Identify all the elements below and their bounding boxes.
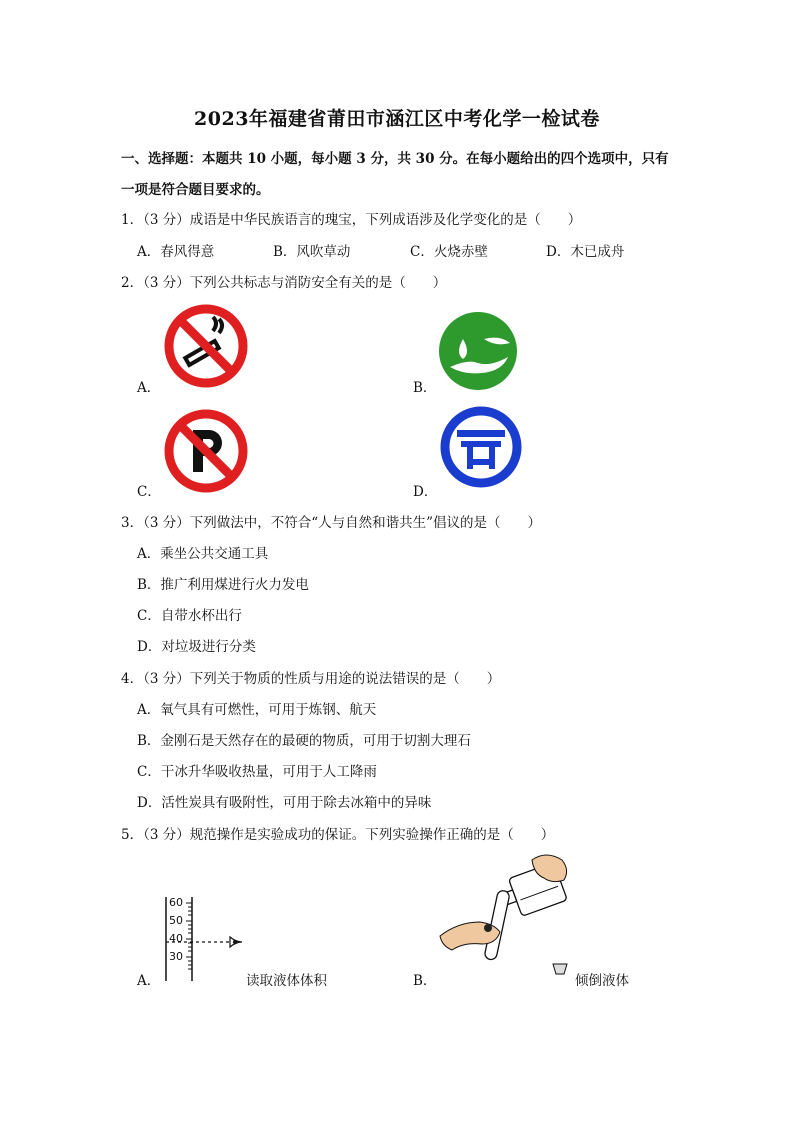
- q2-option-d-label: D．: [413, 484, 438, 500]
- no-smoking-icon: [163, 303, 249, 389]
- section-heading-line1: 一、选择题：本题共 10 小题，每小题 3 分，共 30 分。在每小题给出的四个选项中，只有: [121, 151, 669, 167]
- eye-icon: [230, 937, 242, 947]
- question-2-stem: 2．（3 分）下列公共标志与消防安全有关的是（ ）: [121, 275, 447, 291]
- water-saving-icon: [438, 311, 518, 391]
- question-1-stem: 1．（3 分）成语是中华民族语言的瑰宝，下列成语涉及化学变化的是（ ）: [121, 212, 582, 228]
- q5-option-b-caption: 倾倒液体: [575, 973, 629, 989]
- q2-option-a-label: A．: [137, 380, 161, 396]
- green-food-icon: [439, 405, 523, 489]
- q2-option-b-label: B．: [413, 380, 437, 396]
- q3-option-c: C．自带水杯出行: [137, 608, 242, 624]
- page-title: 2023年福建省莆田市涵江区中考化学一检试卷: [194, 108, 600, 130]
- q4-option-d: D．活性炭具有吸附性，可用于除去冰箱中的异味: [137, 795, 432, 811]
- q4-option-a: A．氧气具有可燃性，可用于炼钢、航天: [137, 702, 377, 718]
- tick-50: 50: [169, 914, 183, 927]
- q3-option-a: A．乘坐公共交通工具: [137, 546, 269, 562]
- no-parking-icon: [163, 408, 249, 494]
- q3-option-d: D．对垃圾进行分类: [137, 639, 256, 655]
- q1-option-d: D．木已成舟: [546, 244, 625, 260]
- tick-60: 60: [169, 896, 183, 909]
- q4-option-c: C．干冰升华吸收热量，可用于人工降雨: [137, 764, 377, 780]
- tick-40: 40: [169, 932, 183, 945]
- question-3-stem: 3．（3 分）下列做法中，不符合“人与自然和谐共生”倡议的是（ ）: [121, 515, 542, 531]
- q1-option-a: A．春风得意: [137, 244, 215, 260]
- q1-option-b: B．风吹草动: [273, 244, 351, 260]
- q5-option-a-label: A．: [137, 973, 161, 989]
- q5-option-a-caption: 读取液体体积: [246, 973, 327, 989]
- q5-option-b-label: B．: [413, 973, 437, 989]
- question-5-stem: 5．（3 分）规范操作是实验成功的保证。下列实验操作正确的是（ ）: [121, 827, 555, 843]
- question-4-stem: 4．（3 分）下列关于物质的性质与用途的说法错误的是（ ）: [121, 671, 501, 687]
- section-heading-line2: 一项是符合题目要求的。: [121, 182, 270, 198]
- q3-option-b: B．推广利用煤进行火力发电: [137, 577, 309, 593]
- q1-option-c: C．火烧赤壁: [410, 244, 488, 260]
- q4-option-b: B．金刚石是天然存在的最硬的物质，可用于切割大理石: [137, 733, 471, 749]
- tick-30: 30: [169, 950, 183, 963]
- bottle-stopper-icon: [551, 962, 569, 976]
- q2-option-c-label: C．: [137, 484, 161, 500]
- pouring-liquid-icon: [436, 850, 576, 980]
